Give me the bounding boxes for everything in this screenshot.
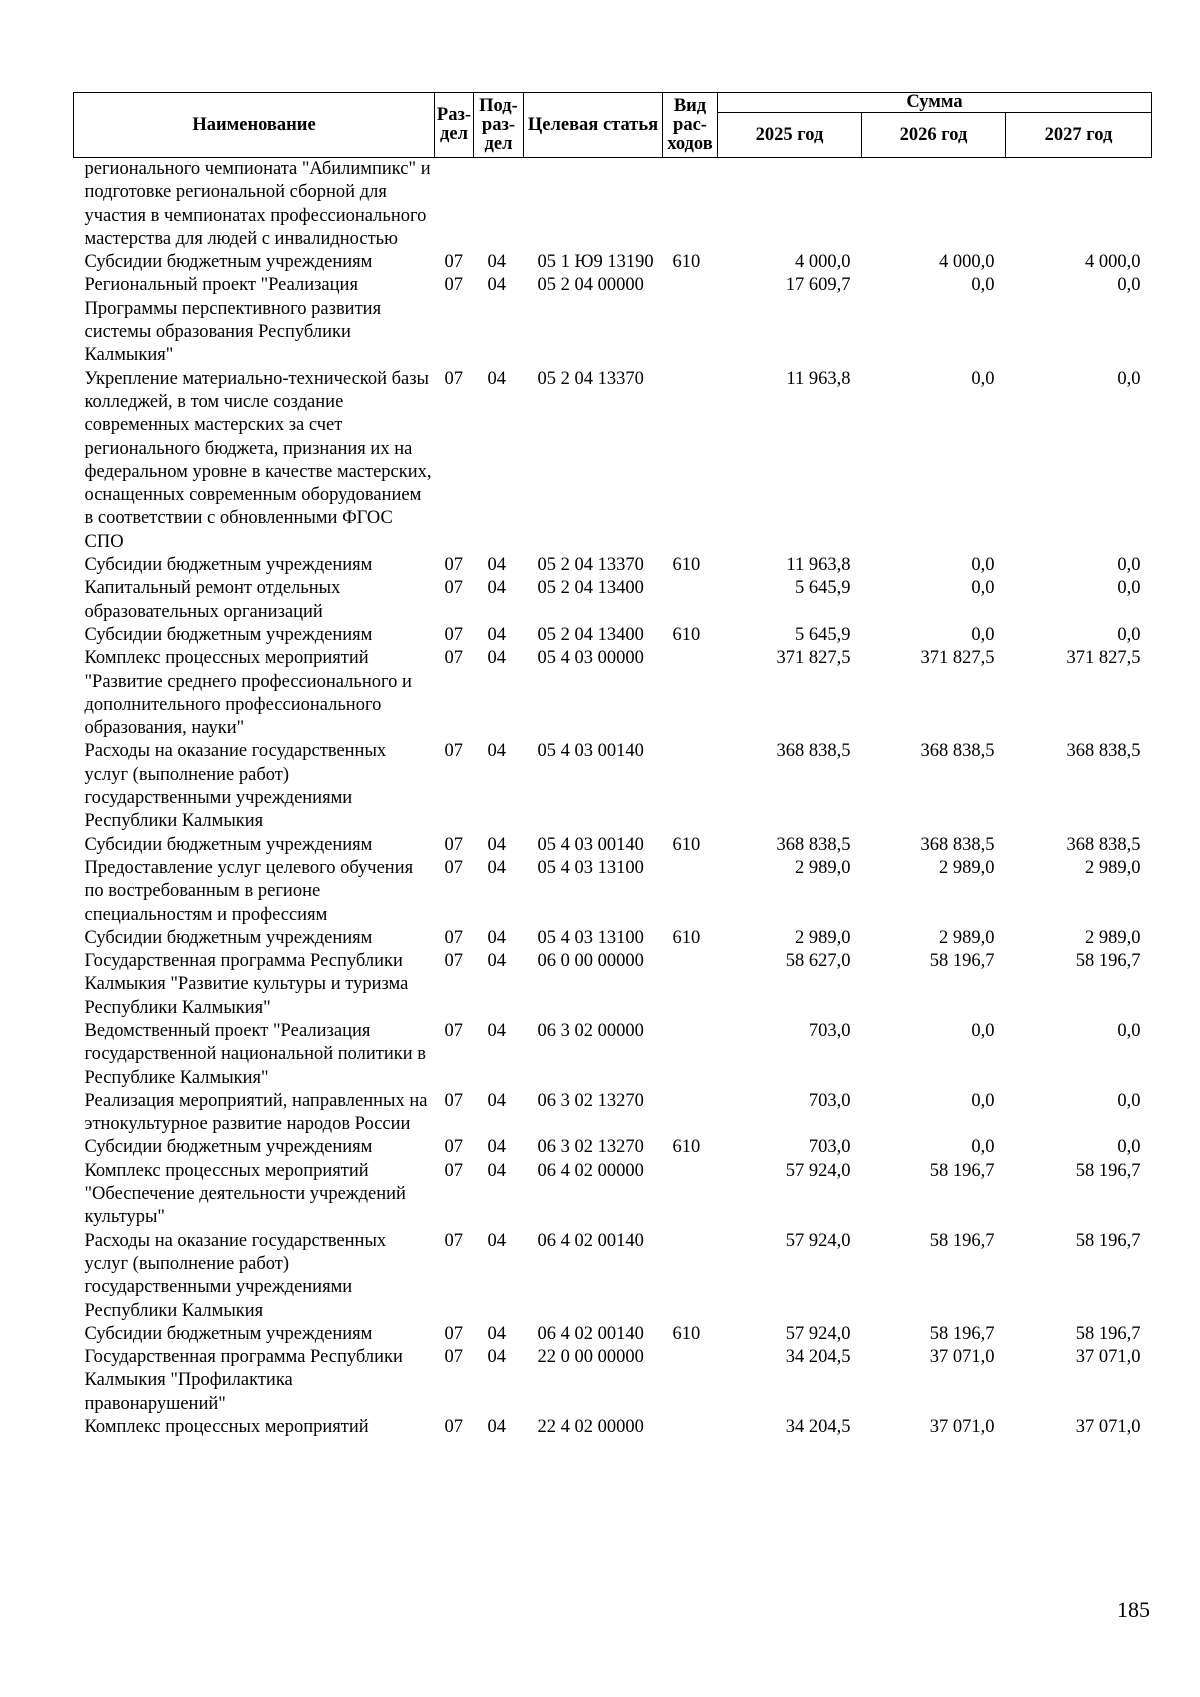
cell-podrazdel: 04 <box>487 578 506 599</box>
cell-sum-2026: 0,0 <box>971 555 995 576</box>
cell-sum-2027: 2 989,0 <box>1085 857 1141 878</box>
cell-sum-2027: 0,0 <box>1117 368 1141 389</box>
page-number: 185 <box>1117 1597 1150 1622</box>
cell-razdel: 07 <box>444 555 463 576</box>
cell-sum-2026: 0,0 <box>971 578 995 599</box>
cell-sum-2026: 0,0 <box>971 1090 995 1111</box>
cell-expense-type <box>663 1346 718 1416</box>
cell-razdel: 07 <box>444 1137 463 1158</box>
cell-sum-2025: 4 000,0 <box>795 252 851 273</box>
cell-razdel: 07 <box>444 1417 463 1438</box>
cell-expense-type: 610 <box>672 252 701 273</box>
cell-name: Расходы на оказание государственных услуг (выполнение работ) государственными учреждениями Республики Калмыкия <box>84 1230 387 1321</box>
header-podrazdel: Под-раз-дел <box>474 93 524 158</box>
cell-razdel: 07 <box>444 1347 463 1368</box>
header-sum: Сумма <box>718 93 1152 113</box>
cell-podrazdel: 04 <box>487 1160 506 1181</box>
table-row <box>74 1230 1152 1323</box>
cell-name: Расходы на оказание государственных услуг (выполнение работ) государственными учреждениями Республики Калмыкия <box>84 741 387 832</box>
cell-sum-2027: 371 827,5 <box>1066 648 1141 669</box>
cell-sum-2025: 371 827,5 <box>776 648 851 669</box>
cell-target-article: 06 4 02 00000 <box>537 1160 644 1181</box>
cell-razdel: 07 <box>444 1160 463 1181</box>
cell-target-article: 22 4 02 00000 <box>537 1417 644 1438</box>
cell-sum-2025: 2 989,0 <box>795 927 851 948</box>
cell-name: Субсидии бюджетным учреждениям <box>84 252 373 273</box>
cell-name: Ведомственный проект "Реализация государственной национальной политики в Республике Калмыкия" <box>84 1020 427 1088</box>
cell-sum-2025: 57 924,0 <box>785 1323 851 1344</box>
table-row <box>74 554 1152 577</box>
cell-expense-type <box>663 740 718 833</box>
cell-sum-2027: 58 196,7 <box>1075 1160 1141 1181</box>
cell-expense-type: 610 <box>672 555 701 576</box>
table-row <box>74 1346 1152 1416</box>
table-row <box>74 1090 1152 1137</box>
cell-sum-2026: 0,0 <box>971 1137 995 1158</box>
budget-table <box>73 92 1152 1439</box>
cell-expense-type: 610 <box>672 624 701 645</box>
table-row <box>74 1416 1152 1439</box>
cell-name: Субсидии бюджетным учреждениям <box>84 1137 373 1158</box>
cell-target-article: 05 2 04 00000 <box>537 275 644 296</box>
cell-target-article: 06 3 02 13270 <box>537 1090 644 1111</box>
cell-sum-2025: 5 645,9 <box>795 578 851 599</box>
cell-sum-2027: 0,0 <box>1117 578 1141 599</box>
cell-expense-type <box>663 950 718 1020</box>
cell-name: Комплекс процессных мероприятий "Развитие среднего профессионального и дополнительного профессионального образования, науки" <box>84 648 412 739</box>
cell-sum-2025: 368 838,5 <box>776 741 851 762</box>
cell-razdel: 07 <box>444 1090 463 1111</box>
cell-target-article: 05 2 04 13370 <box>537 368 644 389</box>
cell-expense-type <box>663 857 718 927</box>
cell-expense-type <box>663 368 718 554</box>
table-row <box>74 740 1152 833</box>
cell-expense-type <box>663 274 718 367</box>
cell-target-article: 05 1 Ю9 13190 <box>537 252 654 273</box>
cell-target-article: 06 0 00 00000 <box>537 951 644 972</box>
cell-name: Реализация мероприятий, направленных на этнокультурное развитие народов России <box>84 1090 428 1135</box>
cell-podrazdel: 04 <box>487 951 506 972</box>
cell-sum-2025: 703,0 <box>808 1020 851 1041</box>
cell-sum-2025: 5 645,9 <box>795 624 851 645</box>
cell-sum-2025: 34 204,5 <box>785 1347 851 1368</box>
cell-sum-2025: 57 924,0 <box>785 1160 851 1181</box>
cell-expense-type <box>663 647 718 740</box>
cell-target-article: 06 3 02 00000 <box>537 1020 644 1041</box>
cell-razdel: 07 <box>444 1323 463 1344</box>
cell-podrazdel: 04 <box>487 648 506 669</box>
cell-sum-2026: 58 196,7 <box>929 951 995 972</box>
header-expense-type: Вид рас-ходов <box>663 93 718 158</box>
cell-name: Государственная программа Республики Калмыкия "Профилактика правонарушений" <box>84 1347 403 1414</box>
cell-podrazdel: 04 <box>487 624 506 645</box>
cell-expense-type <box>663 1416 718 1439</box>
cell-sum-2025: 34 204,5 <box>785 1417 851 1438</box>
cell-podrazdel: 04 <box>487 275 506 296</box>
cell-sum-2027: 58 196,7 <box>1075 951 1141 972</box>
cell-sum-2027: 368 838,5 <box>1066 741 1141 762</box>
table-row <box>74 1160 1152 1230</box>
cell-sum-2025: 11 963,8 <box>786 368 851 389</box>
cell-sum-2025: 703,0 <box>808 1090 851 1111</box>
cell-razdel: 07 <box>444 857 463 878</box>
cell-sum-2026: 0,0 <box>971 275 995 296</box>
cell-target-article: 05 4 03 00140 <box>537 741 644 762</box>
cell-podrazdel: 04 <box>487 1090 506 1111</box>
cell-sum-2026: 2 989,0 <box>939 857 995 878</box>
cell-podrazdel: 04 <box>487 1020 506 1041</box>
table-row <box>74 927 1152 950</box>
cell-target-article: 05 4 03 13100 <box>537 857 644 878</box>
cell-target-article: 05 2 04 13400 <box>537 624 644 645</box>
cell-sum-2025: 11 963,8 <box>786 555 851 576</box>
cell-podrazdel <box>474 158 524 252</box>
table-row <box>74 1323 1152 1346</box>
cell-razdel: 07 <box>444 834 463 855</box>
cell-target-article: 05 4 03 00140 <box>537 834 644 855</box>
cell-sum-2026: 58 196,7 <box>929 1323 995 1344</box>
table-row <box>74 857 1152 927</box>
cell-razdel: 07 <box>444 252 463 273</box>
table-row <box>74 647 1152 740</box>
cell-sum-2027: 0,0 <box>1117 275 1141 296</box>
cell-sum-2027: 4 000,0 <box>1085 252 1141 273</box>
cell-sum-2026: 0,0 <box>971 624 995 645</box>
cell-name: регионального чемпионата "Абилимпикс" и подготовке региональной сборной для участия в чемпионатах профессионального мастерства для людей с инвалидностью <box>84 159 431 249</box>
header-year-2027: 2027 год <box>1006 113 1152 158</box>
cell-podrazdel: 04 <box>487 857 506 878</box>
cell-razdel: 07 <box>444 648 463 669</box>
cell-name: Региональный проект "Реализация Программы перспективного развития системы образования Республики Калмыкия" <box>84 275 382 366</box>
cell-target-article: 22 0 00 00000 <box>537 1347 644 1368</box>
cell-sum-2026: 58 196,7 <box>929 1230 995 1251</box>
cell-podrazdel: 04 <box>487 555 506 576</box>
cell-razdel: 07 <box>444 951 463 972</box>
cell-sum-2027: 58 196,7 <box>1075 1230 1141 1251</box>
cell-podrazdel: 04 <box>487 1230 506 1251</box>
cell-expense-type <box>663 1230 718 1323</box>
cell-sum-2025: 57 924,0 <box>785 1230 851 1251</box>
cell-target-article: 06 3 02 13270 <box>537 1137 644 1158</box>
cell-target-article: 06 4 02 00140 <box>537 1230 644 1251</box>
cell-sum-2026: 0,0 <box>971 1020 995 1041</box>
cell-sum-2026: 37 071,0 <box>929 1417 995 1438</box>
cell-sum-2026 <box>862 158 1006 252</box>
cell-name: Субсидии бюджетным учреждениям <box>84 834 373 855</box>
cell-sum-2026: 2 989,0 <box>939 927 995 948</box>
header-target-article: Целевая статья <box>524 93 663 158</box>
cell-sum-2025 <box>718 158 862 252</box>
cell-sum-2025: 703,0 <box>808 1137 851 1158</box>
cell-podrazdel: 04 <box>487 1417 506 1438</box>
cell-razdel <box>435 158 474 252</box>
cell-sum-2027: 0,0 <box>1117 1137 1141 1158</box>
cell-razdel: 07 <box>444 741 463 762</box>
cell-podrazdel: 04 <box>487 252 506 273</box>
cell-expense-type: 610 <box>672 927 701 948</box>
cell-expense-type: 610 <box>672 834 701 855</box>
table-row <box>74 274 1152 367</box>
cell-target-article: 05 4 03 00000 <box>537 648 644 669</box>
cell-name: Субсидии бюджетным учреждениям <box>84 624 373 645</box>
cell-sum-2027: 37 071,0 <box>1075 1347 1141 1368</box>
cell-sum-2026: 37 071,0 <box>929 1347 995 1368</box>
cell-podrazdel: 04 <box>487 927 506 948</box>
cell-sum-2027: 0,0 <box>1117 555 1141 576</box>
cell-sum-2026: 4 000,0 <box>939 252 995 273</box>
cell-name: Укрепление материально-технической базы колледжей, в том числе создание современных мастерских за счет регионального бюджета, признания их на федеральном уровне в качестве мастерских, оснащенных современным оборудованием в соответствии с обновленными ФГОС СПО <box>84 368 432 552</box>
cell-podrazdel: 04 <box>487 1347 506 1368</box>
cell-razdel: 07 <box>444 624 463 645</box>
cell-name: Капитальный ремонт отдельных образовательных организаций <box>84 578 341 622</box>
cell-expense-type: 610 <box>672 1323 701 1344</box>
cell-target-article: 05 2 04 13370 <box>537 555 644 576</box>
cell-target-article: 05 2 04 13400 <box>537 578 644 599</box>
cell-target-article: 05 4 03 13100 <box>537 927 644 948</box>
cell-expense-type <box>663 1020 718 1090</box>
cell-name: Субсидии бюджетным учреждениям <box>84 1323 373 1344</box>
cell-razdel: 07 <box>444 1230 463 1251</box>
header-name: Наименование <box>74 93 435 158</box>
table-row <box>74 624 1152 647</box>
cell-target-article <box>524 158 663 252</box>
cell-sum-2027: 0,0 <box>1117 1090 1141 1111</box>
cell-podrazdel: 04 <box>487 834 506 855</box>
header-year-2025: 2025 год <box>718 113 862 158</box>
cell-expense-type <box>663 1160 718 1230</box>
cell-podrazdel: 04 <box>487 1137 506 1158</box>
cell-name: Субсидии бюджетным учреждениям <box>84 555 373 576</box>
cell-razdel: 07 <box>444 1020 463 1041</box>
table-row <box>74 158 1152 252</box>
cell-sum-2026: 368 838,5 <box>920 741 995 762</box>
cell-expense-type <box>663 1090 718 1137</box>
cell-name: Предоставление услуг целевого обучения по востребованным в регионе специальностям и профессиям <box>84 857 414 925</box>
cell-sum-2027: 37 071,0 <box>1075 1417 1141 1438</box>
cell-sum-2026: 371 827,5 <box>920 648 995 669</box>
cell-razdel: 07 <box>444 368 463 389</box>
cell-sum-2025: 58 627,0 <box>785 951 851 972</box>
cell-razdel: 07 <box>444 927 463 948</box>
cell-name: Комплекс процессных мероприятий <box>84 1417 369 1438</box>
cell-razdel: 07 <box>444 578 463 599</box>
cell-name: Субсидии бюджетным учреждениям <box>84 927 373 948</box>
table-row <box>74 1136 1152 1159</box>
cell-sum-2025: 368 838,5 <box>776 834 851 855</box>
table-row <box>74 368 1152 554</box>
table-row <box>74 251 1152 274</box>
cell-expense-type <box>663 158 718 252</box>
cell-sum-2027: 0,0 <box>1117 624 1141 645</box>
table-row <box>74 950 1152 1020</box>
header-year-2026: 2026 год <box>862 113 1006 158</box>
cell-target-article: 06 4 02 00140 <box>537 1323 644 1344</box>
cell-podrazdel: 04 <box>487 1323 506 1344</box>
table-row <box>74 834 1152 857</box>
cell-sum-2027: 58 196,7 <box>1075 1323 1141 1344</box>
cell-sum-2027: 2 989,0 <box>1085 927 1141 948</box>
cell-sum-2027 <box>1006 158 1152 252</box>
cell-razdel: 07 <box>444 275 463 296</box>
cell-sum-2026: 368 838,5 <box>920 834 995 855</box>
table-body <box>74 158 1152 1440</box>
cell-sum-2027: 0,0 <box>1117 1020 1141 1041</box>
cell-sum-2026: 58 196,7 <box>929 1160 995 1181</box>
cell-name: Комплекс процессных мероприятий "Обеспечение деятельности учреждений культуры" <box>84 1160 406 1228</box>
cell-expense-type: 610 <box>672 1137 701 1158</box>
cell-expense-type <box>663 577 718 624</box>
cell-podrazdel: 04 <box>487 368 506 389</box>
cell-sum-2027: 368 838,5 <box>1066 834 1141 855</box>
cell-sum-2025: 17 609,7 <box>785 275 851 296</box>
table-header <box>74 93 1152 158</box>
header-razdel: Раз-дел <box>435 93 474 158</box>
cell-sum-2026: 0,0 <box>971 368 995 389</box>
cell-podrazdel: 04 <box>487 741 506 762</box>
cell-name: Государственная программа Республики Калмыкия "Развитие культуры и туризма Республики Калмыкия" <box>84 951 409 1018</box>
table-row <box>74 1020 1152 1090</box>
cell-sum-2025: 2 989,0 <box>795 857 851 878</box>
table-row <box>74 577 1152 624</box>
